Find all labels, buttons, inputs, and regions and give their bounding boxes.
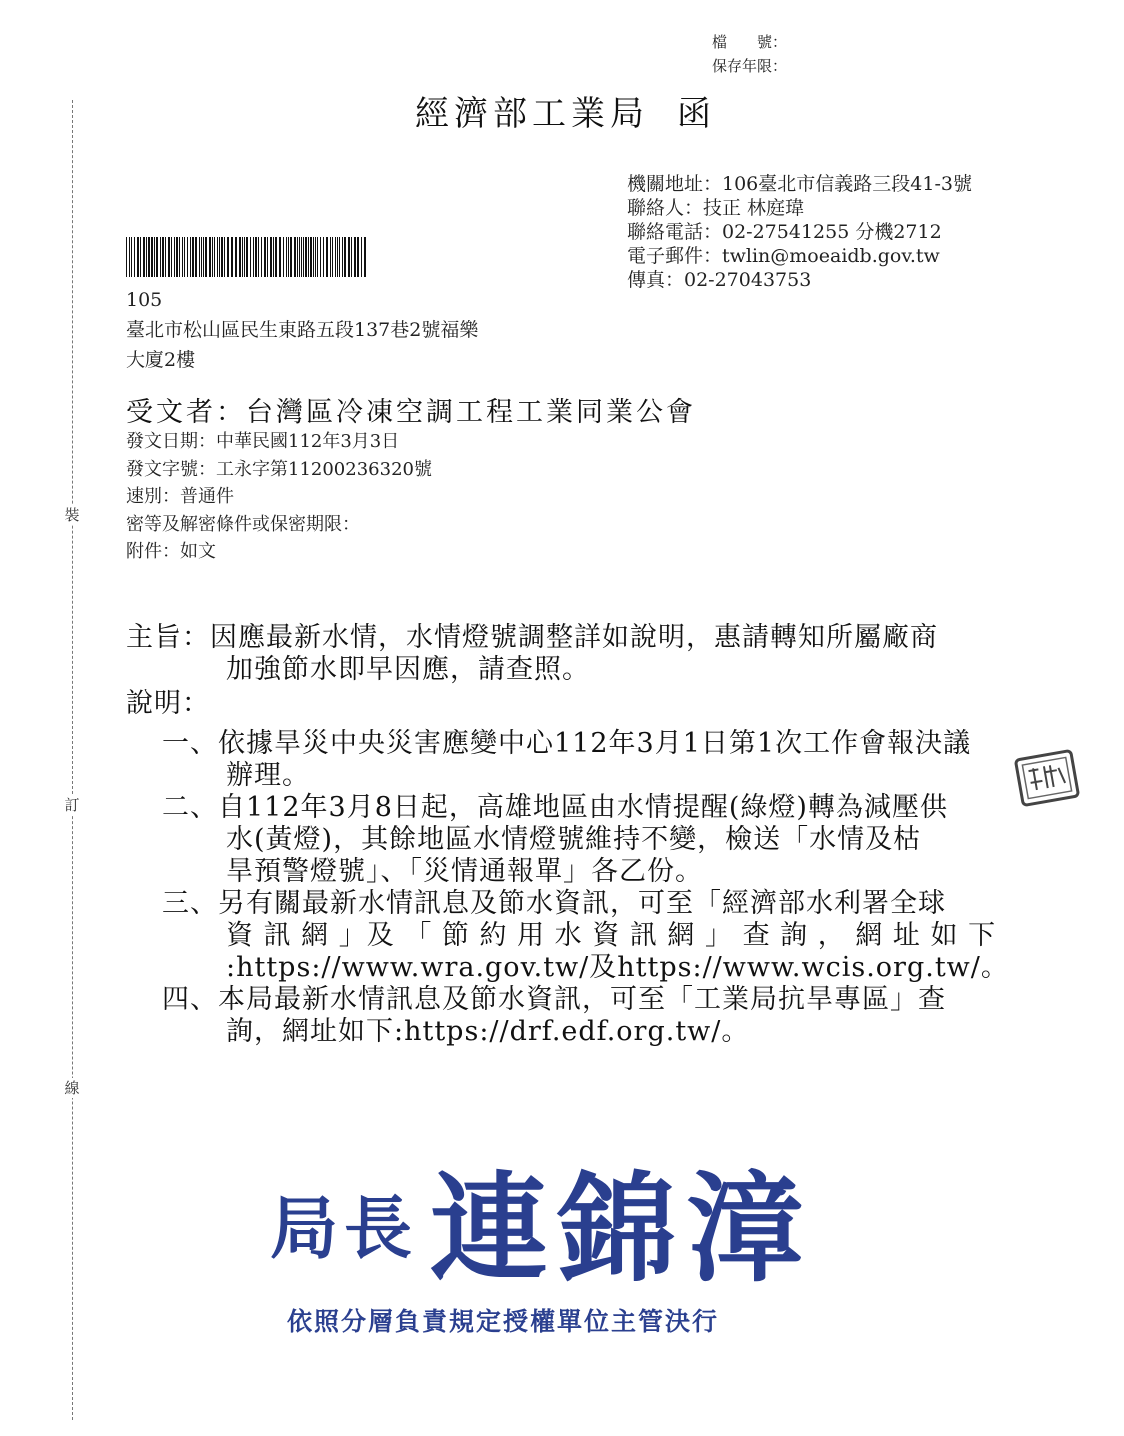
item-1-text-1: 依據旱災中央災害應變中心112年3月1日第1次工作會報決議 [218, 728, 972, 759]
subject-label: 主旨： [126, 622, 210, 653]
postal-barcode [126, 237, 368, 277]
item-4-number: 四、 [162, 984, 218, 1015]
item-2-text-1: 自112年3月8日起，高雄地區由水情提醒(綠燈)轉為減壓供 [218, 792, 948, 823]
delivery-speed: 速別：普通件 [126, 486, 234, 507]
contact-email: 電子郵件：twlin@moeaidb.gov.tw [627, 245, 940, 267]
subject-text-1: 因應最新水情，水情燈號調整詳如說明，惠請轉知所屬廠商 [210, 622, 938, 653]
item-2-text-3: 旱預警燈號」、「災情通報單」各乙份。 [226, 856, 703, 887]
address-line-1: 臺北市松山區民生東路五段137巷2號福樂 [126, 319, 479, 341]
director-name: 連錦漳 [430, 1160, 815, 1290]
item-4-text-2: 詢，網址如下:https://drf.edf.org.tw/。 [226, 1016, 750, 1047]
director-title: 局長 [270, 1189, 419, 1269]
binding-mark-zhuang: 裝 [62, 505, 82, 525]
binding-mark-xian: 線 [62, 1078, 82, 1098]
document-number: 發文字號：工永字第11200236320號 [126, 458, 432, 480]
contact-fax: 傳真：02-27043753 [627, 269, 812, 291]
issue-date: 發文日期：中華民國112年3月3日 [126, 431, 400, 452]
contact-person: 聯絡人：技正 林庭瑋 [627, 197, 805, 219]
item-2-text-2: 水(黃燈)，其餘地區水情燈號維持不變，檢送「水情及枯 [226, 824, 922, 855]
binding-margin-line [72, 100, 73, 1420]
address-line-2: 大廈2樓 [126, 349, 196, 371]
side-stamp [1012, 747, 1082, 809]
explanation-label: 說明： [126, 688, 210, 719]
item-4-text-1: 本局最新水情訊息及節水資訊，可至「工業局抗旱專區」查 [218, 984, 946, 1015]
secrecy-level: 密等及解密條件或保密期限： [126, 513, 360, 535]
attachment: 附件：如文 [126, 541, 216, 562]
contact-block [627, 172, 972, 292]
subject-text-2: 加強節水即早因應，請查照。 [226, 654, 590, 685]
item-3-number: 三、 [162, 888, 218, 919]
file-number-label: 檔 號： [712, 33, 788, 51]
item-3-text-1: 另有關最新水情訊息及節水資訊，可至「經濟部水利署全球 [218, 888, 946, 919]
item-2-number: 二、 [162, 792, 218, 823]
director-signature-seal [270, 1160, 850, 1290]
item-2-line-1 [126, 792, 1009, 824]
item-1-text-2: 辦理。 [226, 760, 310, 791]
item-1-number: 一、 [162, 728, 218, 759]
agency-name: 經濟部工業局 [415, 94, 649, 134]
postal-code: 105 [126, 289, 163, 311]
item-1-line-1 [126, 728, 1009, 760]
document-body [126, 622, 1009, 1048]
item-3-text-2: 資 訊 網 」及 「 節 約 用 水 資 訊 網 」 查 詢 ， 網 址 如 下 [226, 920, 997, 951]
item-3-text-3: :https://www.wra.gov.tw/及https://www.wcis.org.tw/。 [226, 952, 1009, 983]
filing-info [712, 30, 787, 78]
agency-address: 機關地址：106臺北市信義路三段41-3號 [627, 173, 972, 195]
recipient: 受文者：台灣區冷凍空調工程工業同業公會 [126, 397, 696, 428]
document-title [415, 86, 716, 135]
item-4-line-1 [126, 984, 1009, 1016]
contact-phone: 聯絡電話：02-27541255 分機2712 [627, 221, 942, 243]
subject-line-1 [126, 622, 1009, 654]
document-meta [126, 428, 432, 566]
document-type: 函 [677, 94, 716, 134]
binding-mark-ding: 訂 [62, 795, 82, 815]
retention-period-label: 保存年限： [712, 57, 788, 75]
item-3-line-1 [126, 888, 1009, 920]
recipient-address [126, 285, 478, 375]
authorization-statement: 依照分層負責規定授權單位主管決行 [287, 1307, 720, 1336]
